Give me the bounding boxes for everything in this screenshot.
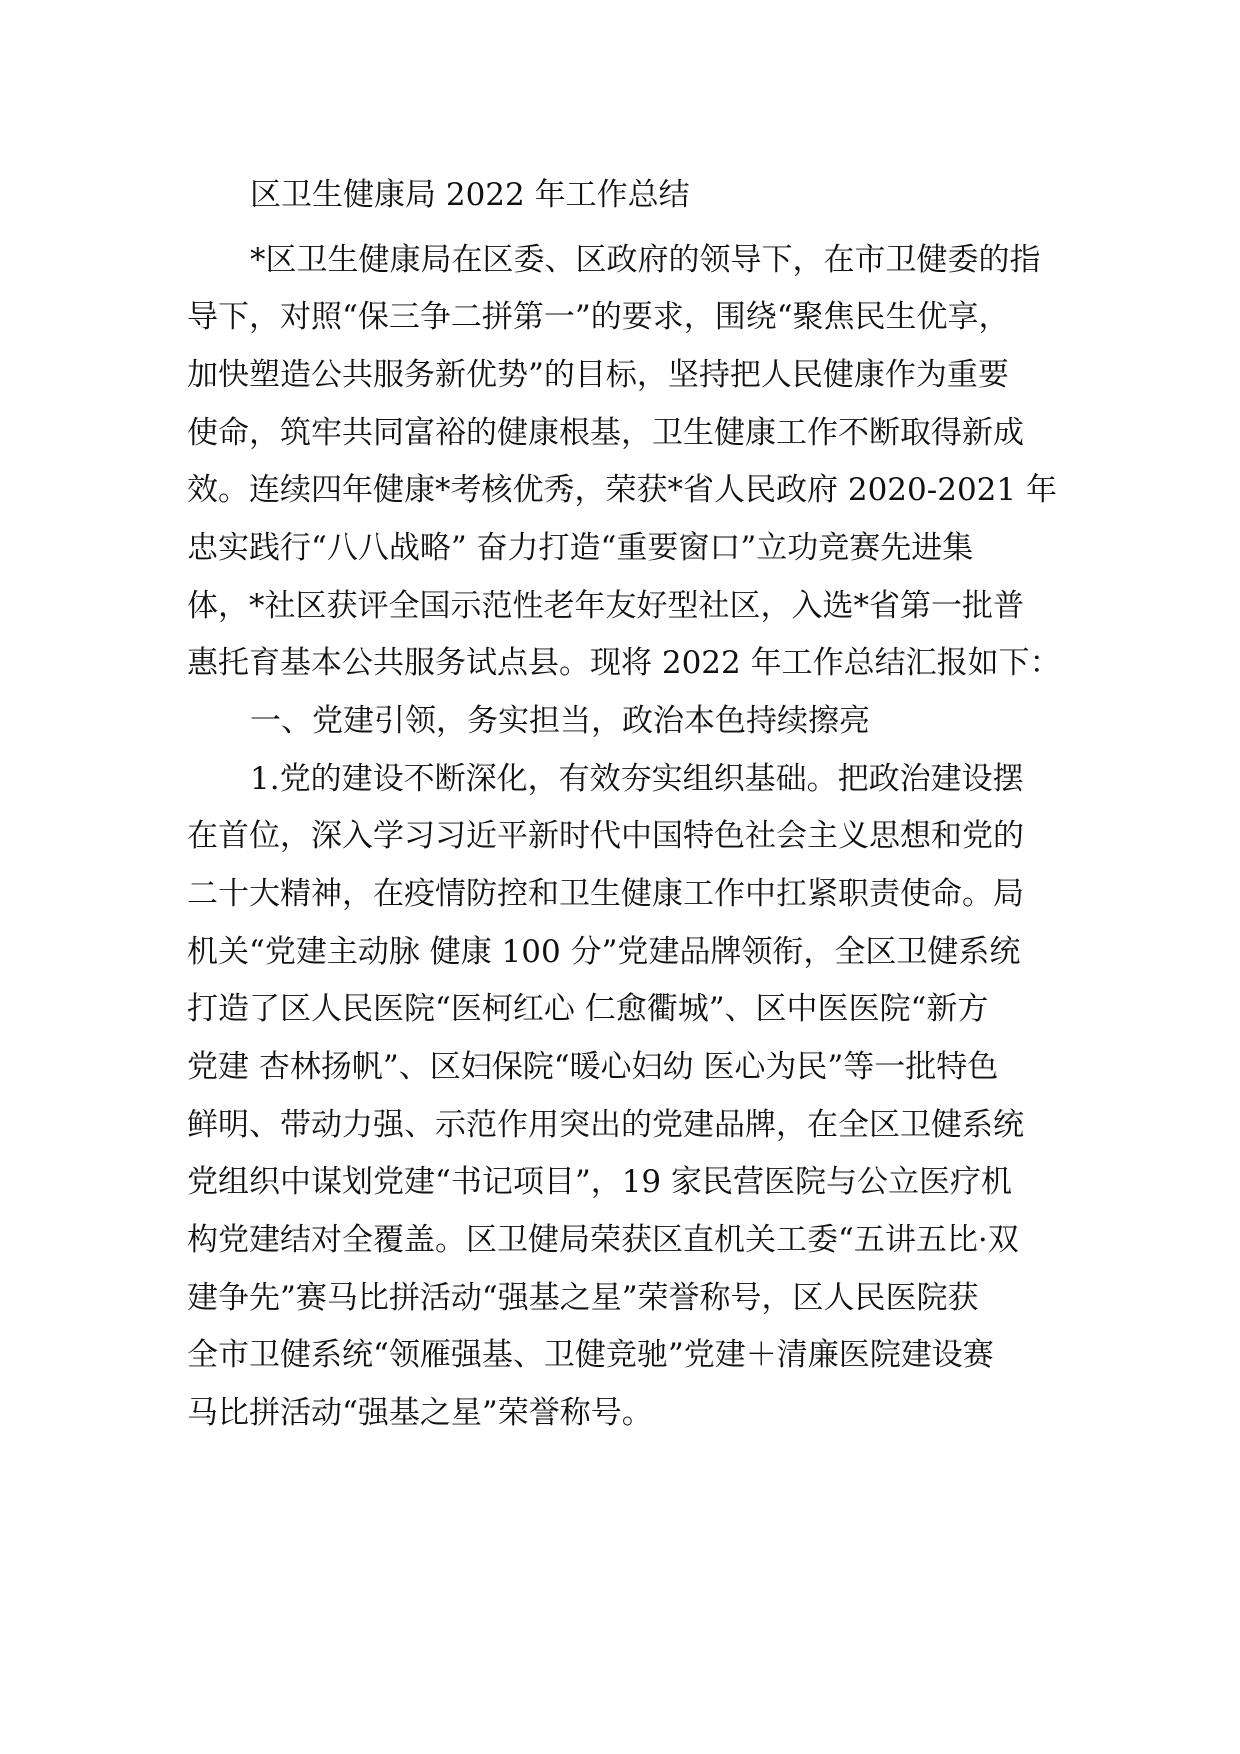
paragraph-line: *区卫生健康局在区委、区政府的领导下，在市卫健委的指 (250, 242, 1041, 278)
paragraph-line: 机关“党建主动脉 健康 100 分”党建品牌领衔，全区卫健系统 (187, 934, 1021, 970)
paragraph-line: 惠托育基本公共服务试点县。现将 2022 年工作总结汇报如下： (187, 645, 1061, 681)
paragraph-line: 马比拼活动“强基之星”荣誉称号。 (187, 1395, 653, 1431)
paragraph-line: 忠实践行“八八战略” 奋力打造“重要窗口”立功竞赛先进集 (187, 530, 974, 566)
paragraph-line: 使命，筑牢共同富裕的健康根基，卫生健康工作不断取得新成 (187, 415, 1024, 451)
paragraph-line: 党组织中谋划党建“书记项目”，19 家民营医院与公立医疗机 (187, 1164, 1012, 1200)
paragraph-line: 在首位，深入学习习近平新时代中国特色社会主义思想和党的 (187, 818, 1024, 854)
paragraph-line: 1.党的建设不断深化，有效夯实组织基础。把政治建设摆 (250, 761, 1024, 797)
paragraph-line: 体，*社区获评全国示范性老年友好型社区，入选*省第一批普 (187, 588, 1024, 624)
paragraph-line: 二十大精神，在疫情防控和卫生健康工作中扛紧职责使命。局 (187, 876, 1024, 912)
paragraph-line: 党建 杏林扬帆”、区妇保院“暖心妇幼 医心为民”等一批特色 (187, 1049, 999, 1085)
paragraph-line: 建争先”赛马比拼活动“强基之星”荣誉称号，区人民医院获 (187, 1280, 979, 1316)
paragraph-line: 导下，对照“保三争二拼第一”的要求，围绕“聚焦民生优享， (187, 299, 1010, 335)
document-title: 区卫生健康局 2022 年工作总结 (250, 177, 690, 213)
paragraph-line: 效。连续四年健康*考核优秀，荣获*省人民政府 2020-2021 年 (187, 472, 1057, 508)
paragraph-line: 全市卫健系统“领雁强基、卫健竞驰”党建＋清廉医院建设赛 (187, 1337, 994, 1373)
section-heading: 一、党建引领，务实担当，政治本色持续擦亮 (250, 703, 870, 739)
paragraph-line: 打造了区人民医院“医柯红心 仁愈衢城”、区中医医院“新方 (187, 991, 989, 1027)
paragraph-line: 鲜明、带动力强、示范作用突出的党建品牌，在全区卫健系统 (187, 1107, 1024, 1143)
paragraph-line: 构党建结对全覆盖。区卫健局荣获区直机关工委“五讲五比·双 (187, 1222, 1019, 1258)
paragraph-line: 加快塑造公共服务新优势”的目标，坚持把人民健康作为重要 (187, 357, 1009, 393)
